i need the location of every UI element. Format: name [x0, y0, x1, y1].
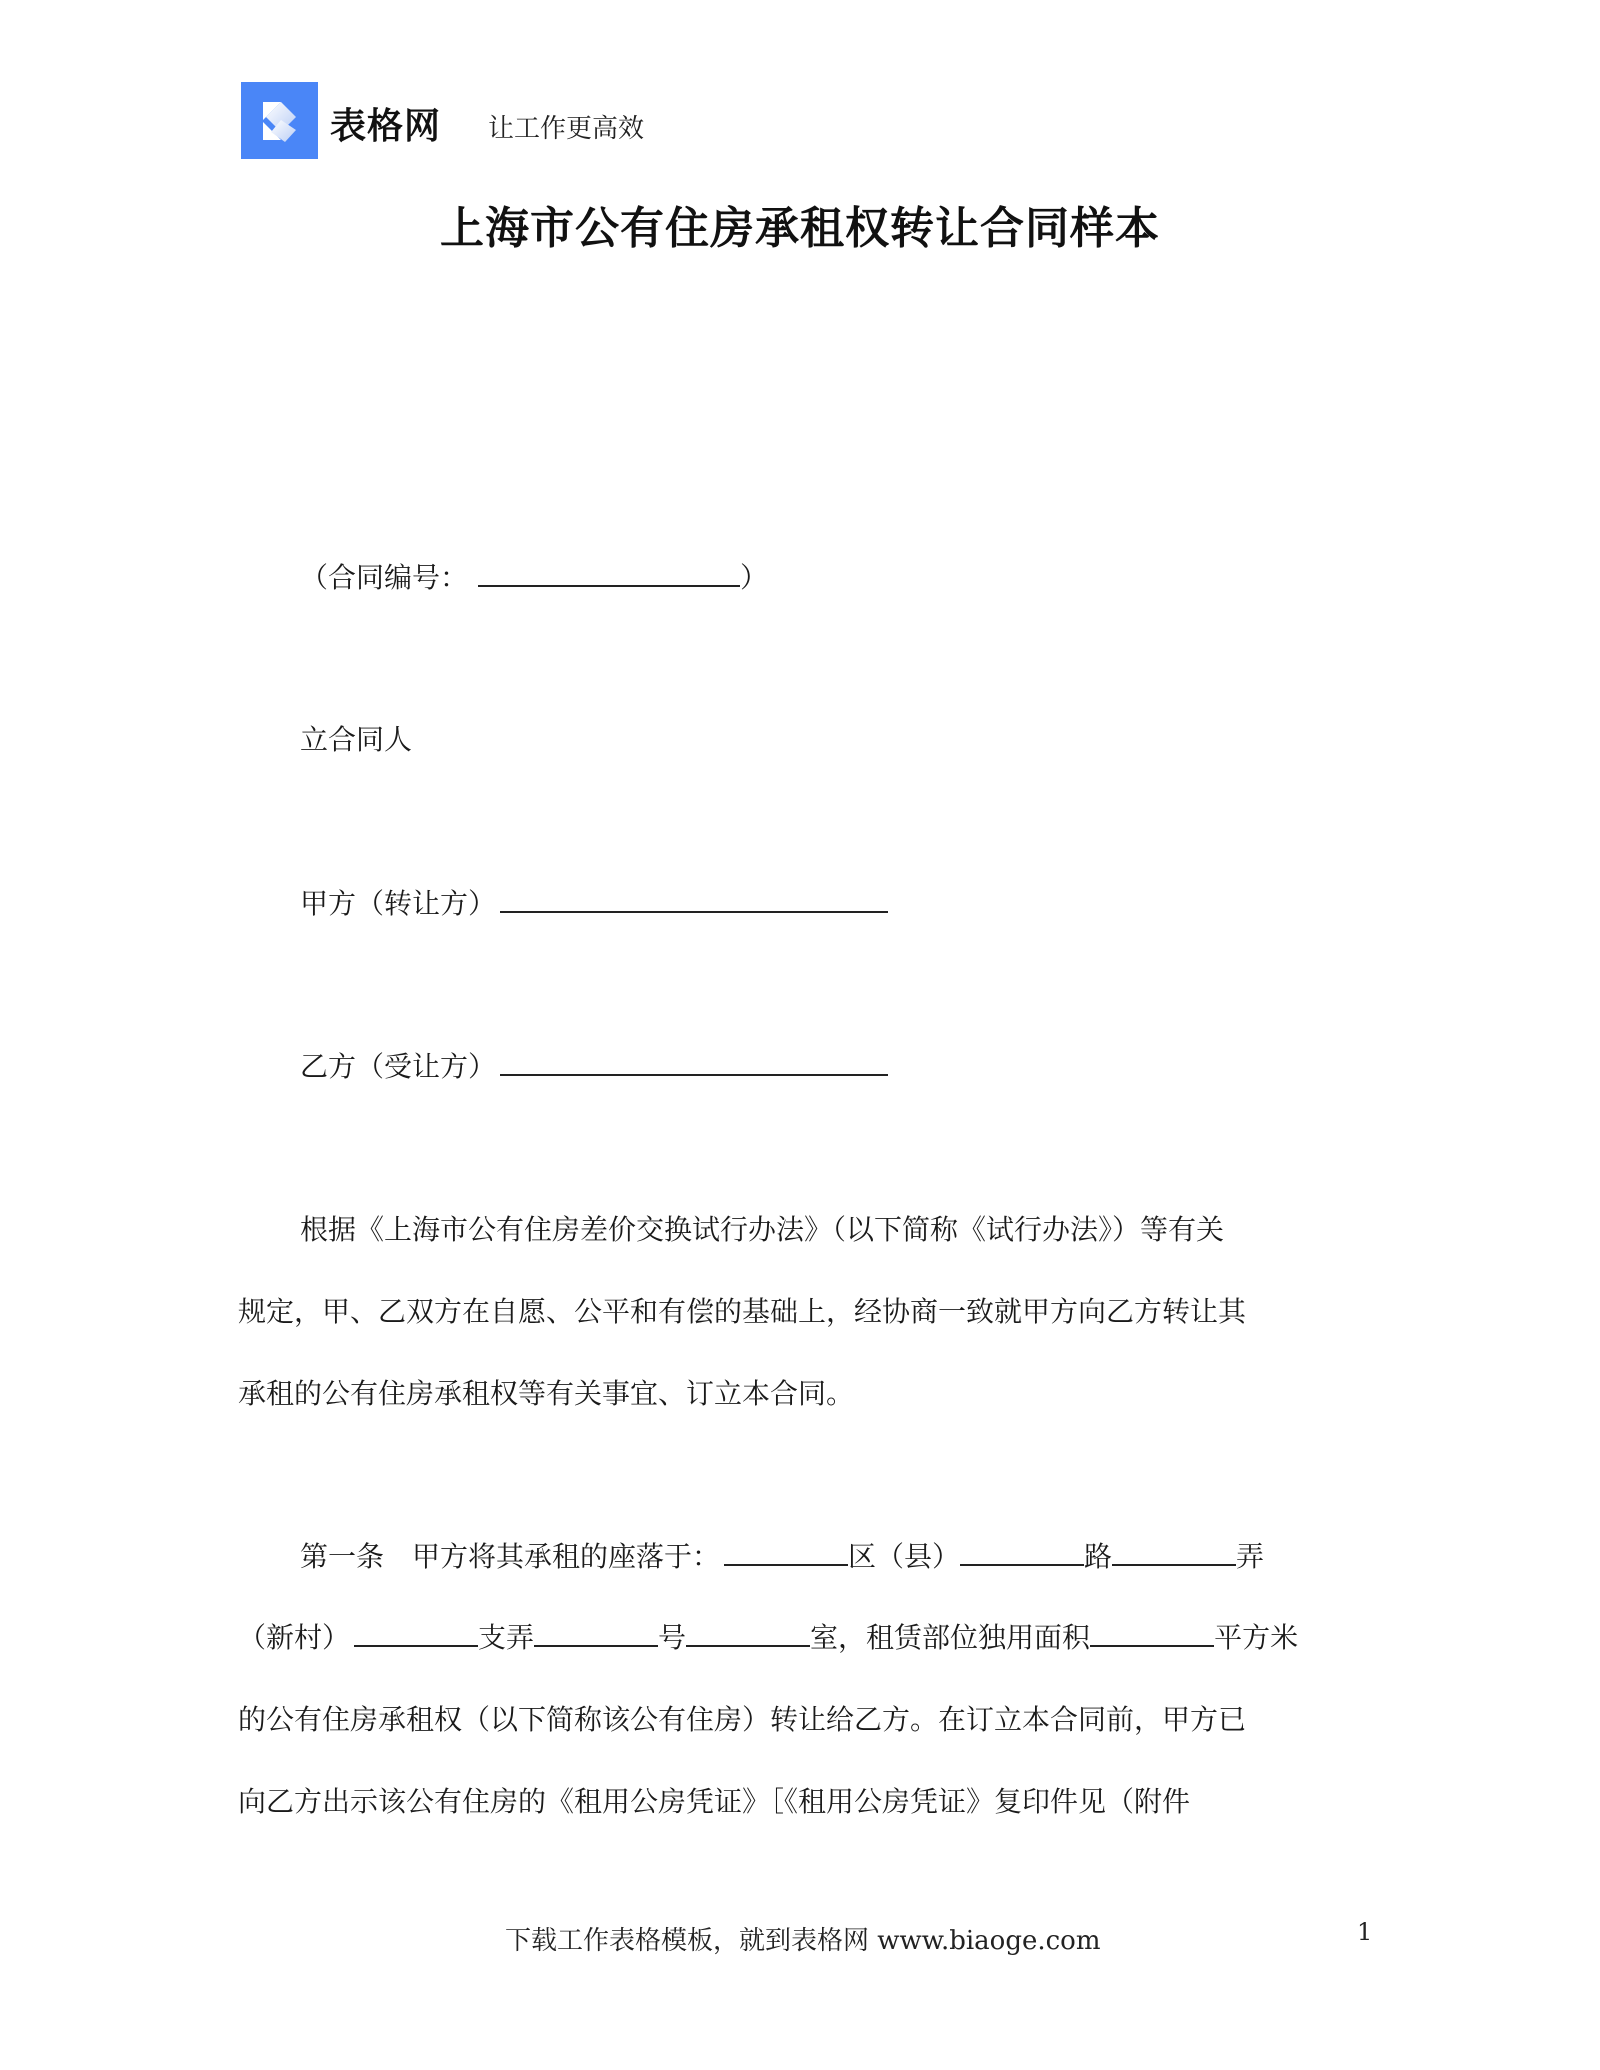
- party-a-line: [300, 884, 888, 924]
- page-number: 1: [1357, 1918, 1373, 1946]
- footer-text: 下载工作表格模板，就到表格网 www.biaoge.com: [505, 1926, 1101, 1956]
- party-a-label: 甲方（转让方）: [300, 887, 497, 920]
- document-title: 上海市公有住房承租权转让合同样本: [440, 203, 1160, 254]
- parties-heading: 立合同人: [300, 723, 413, 756]
- road-label: 路: [1084, 1540, 1113, 1573]
- party-b-label: 乙方（受让方）: [300, 1050, 497, 1083]
- district-label: 区（县）: [848, 1540, 961, 1573]
- room-area-label: 室，租赁部位独用面积: [810, 1621, 1091, 1654]
- preamble-line: 根据《上海市公有住房差价交换试行办法》（以下简称《试行办法》）等有关: [300, 1213, 1225, 1246]
- village-blank[interactable]: [354, 1619, 478, 1647]
- lane-label: 弄: [1236, 1540, 1265, 1573]
- village-label: （新村）: [238, 1621, 351, 1654]
- number-blank[interactable]: [686, 1619, 810, 1647]
- area-blank[interactable]: [1090, 1619, 1214, 1647]
- preamble-line: 承租的公有住房承租权等有关事宜、订立本合同。: [238, 1377, 855, 1410]
- biaoge-logo-icon: [241, 82, 318, 159]
- contract-number-blank[interactable]: [478, 559, 740, 587]
- lane-blank[interactable]: [1112, 1538, 1236, 1566]
- party-a-blank[interactable]: [500, 885, 888, 913]
- sub-lane-blank[interactable]: [534, 1619, 658, 1647]
- party-b-line: [300, 1047, 888, 1087]
- contract-number-label: （合同编号：: [300, 561, 469, 594]
- article-1-line-3: 的公有住房承租权（以下简称该公有住房）转让给乙方。在订立本合同前，甲方已: [238, 1703, 1247, 1736]
- sqm-label: 平方米: [1214, 1621, 1299, 1654]
- party-b-blank[interactable]: [500, 1048, 888, 1076]
- road-blank[interactable]: [960, 1538, 1084, 1566]
- contract-number-close: ）: [740, 561, 769, 594]
- brand-name: 表格网: [330, 106, 442, 147]
- contract-number-line: [300, 558, 768, 598]
- article-1-lead: 第一条 甲方将其承租的座落于：: [300, 1540, 721, 1573]
- article-1-line-4: 向乙方出示该公有住房的《租用公房凭证》［《租用公房凭证》复印件见（附件: [238, 1785, 1191, 1818]
- article-1-line-2: [238, 1618, 1298, 1658]
- article-1-line-1: [300, 1537, 1264, 1577]
- sub-lane-label: 支弄: [478, 1621, 535, 1654]
- district-blank[interactable]: [724, 1538, 848, 1566]
- preamble-line: 规定，甲、乙双方在自愿、公平和有偿的基础上，经协商一致就甲方向乙方转让其: [238, 1295, 1247, 1328]
- brand-slogan: 让工作更高效: [488, 114, 645, 144]
- number-label: 号: [658, 1621, 687, 1654]
